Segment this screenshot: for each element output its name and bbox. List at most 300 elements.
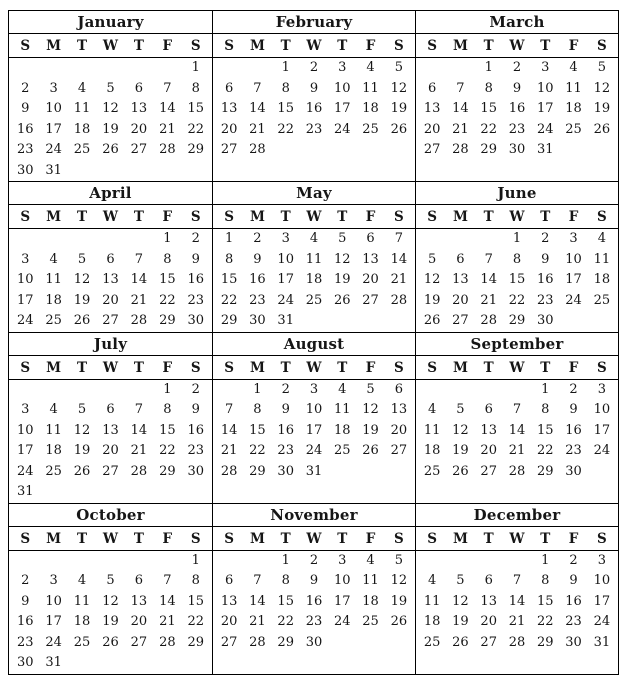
date-cell: 20 (130, 614, 148, 629)
date-cell: 25 (334, 443, 351, 458)
weekday-header-row (416, 34, 618, 58)
date-cell: 16 (305, 101, 323, 116)
date-cell (39, 482, 67, 503)
date-cell: 11 (334, 402, 351, 417)
date-cell (68, 58, 96, 79)
date-cell (125, 229, 153, 250)
date-cell (125, 653, 153, 674)
date-cell: 8 (225, 251, 234, 267)
date-cell: 19 (423, 292, 441, 308)
week-row (416, 400, 618, 421)
date-cell: 1 (191, 552, 200, 568)
date-cell (300, 482, 328, 503)
date-cell (418, 229, 446, 250)
date-cell: 11 (423, 593, 441, 609)
week-row (416, 653, 618, 674)
weekday-header: M (46, 359, 62, 376)
date-cell: 27 (130, 634, 148, 650)
week-row (213, 571, 415, 592)
weekday-header: W (509, 209, 525, 225)
date-cell: 9 (569, 402, 578, 417)
date-cell: 30 (249, 313, 266, 328)
date-cell: 30 (537, 313, 554, 328)
date-cell: 3 (338, 552, 347, 568)
date-cell: 22 (537, 614, 554, 629)
date-cell: 26 (593, 121, 611, 137)
week-row (213, 462, 415, 483)
date-cell (96, 229, 124, 250)
date-cell: 1 (225, 231, 234, 246)
date-cell: 17 (537, 101, 554, 116)
weekday-header: S (190, 38, 201, 54)
date-cell: 21 (249, 121, 266, 137)
weekday-header: T (280, 38, 291, 54)
week-row (9, 571, 212, 592)
date-cell: 23 (508, 121, 526, 137)
weekday-header: T (540, 38, 551, 54)
quarter-row-4 (9, 503, 618, 674)
date-cell: 30 (277, 463, 294, 479)
date-cell: 15 (277, 593, 294, 609)
date-cell (418, 380, 446, 401)
week-row (9, 270, 212, 291)
date-cell: 4 (366, 552, 375, 568)
weekday-header: S (596, 530, 607, 547)
date-cell (153, 482, 181, 503)
date-cell (475, 229, 503, 250)
week-row (213, 120, 415, 141)
week-row (416, 250, 618, 271)
date-cell: 13 (102, 422, 119, 438)
date-cell: 2 (21, 573, 30, 588)
month-title: December (416, 504, 618, 527)
date-cell: 29 (187, 142, 205, 157)
month-title: June (416, 182, 618, 205)
date-cell: 8 (484, 80, 493, 96)
date-cell (182, 653, 210, 674)
date-cell: 15 (508, 272, 526, 287)
date-cell: 17 (16, 292, 34, 308)
month-title: April (9, 182, 212, 205)
week-row (9, 482, 212, 503)
date-cell: 1 (484, 60, 493, 75)
date-cell (328, 140, 356, 161)
date-cell: 29 (537, 634, 554, 650)
date-cell (68, 229, 96, 250)
date-cell: 28 (452, 142, 469, 157)
date-cell: 24 (565, 292, 582, 308)
date-cell: 29 (277, 634, 294, 650)
date-cell: 18 (362, 593, 379, 609)
date-cell: 13 (480, 422, 497, 438)
weekday-header-row (213, 34, 415, 58)
date-cell: 29 (220, 313, 238, 328)
date-cell: 18 (45, 292, 62, 308)
date-cell: 25 (362, 121, 379, 137)
date-cell: 4 (569, 60, 578, 75)
weekday-header: S (224, 359, 235, 376)
week-row (416, 58, 618, 79)
date-cell (446, 58, 474, 79)
date-cell: 5 (77, 251, 87, 267)
date-cell: 19 (73, 443, 91, 458)
date-cell: 5 (338, 231, 347, 246)
date-cell: 8 (191, 80, 200, 96)
date-cell: 8 (541, 402, 550, 417)
week-row (416, 140, 618, 161)
date-cell: 14 (130, 422, 148, 438)
date-cell (503, 653, 531, 674)
weekday-header: S (20, 530, 31, 547)
date-cell: 27 (480, 634, 497, 650)
date-cell (243, 58, 271, 79)
date-cell: 13 (390, 402, 408, 417)
date-cell: 10 (593, 402, 611, 417)
date-cell: 21 (452, 121, 469, 137)
weekday-header: S (190, 359, 201, 376)
month-september (415, 333, 618, 503)
date-cell (328, 653, 356, 674)
date-cell (96, 551, 124, 572)
date-cell: 6 (134, 80, 144, 96)
date-cell: 7 (163, 573, 172, 588)
month-title: March (416, 11, 618, 34)
date-cell: 12 (423, 272, 441, 287)
date-cell: 23 (187, 292, 205, 308)
date-cell: 9 (253, 251, 262, 267)
date-cell: 12 (102, 101, 119, 116)
date-cell: 21 (249, 614, 266, 629)
date-cell: 14 (452, 101, 469, 116)
weekday-header: S (393, 359, 404, 376)
weekday-header: F (568, 209, 579, 225)
date-cell: 23 (305, 121, 323, 137)
date-cell: 18 (305, 272, 323, 287)
date-cell: 31 (305, 463, 323, 479)
weekday-header-row (9, 356, 212, 380)
date-cell: 20 (452, 292, 469, 308)
date-cell (559, 653, 587, 674)
week-row (213, 551, 415, 572)
date-cell (446, 482, 474, 503)
date-cell: 24 (537, 121, 554, 137)
date-cell: 13 (362, 251, 379, 267)
date-cell: 12 (334, 251, 351, 267)
date-cell: 5 (428, 251, 437, 267)
date-cell: 12 (452, 422, 469, 438)
date-cell: 3 (281, 231, 290, 246)
weekday-header: F (162, 359, 173, 376)
date-cell: 3 (541, 60, 550, 75)
date-cell (328, 633, 356, 654)
date-cell: 11 (73, 593, 91, 609)
date-cell: 8 (281, 573, 290, 588)
date-cell (418, 551, 446, 572)
date-cell: 7 (512, 573, 522, 588)
date-cell (272, 482, 300, 503)
date-cell: 1 (541, 552, 550, 568)
month-december (415, 504, 618, 674)
date-cell: 22 (277, 614, 294, 629)
weekday-header: T (540, 209, 551, 225)
weekday-header: T (133, 209, 144, 225)
date-cell: 6 (394, 381, 403, 397)
date-cell: 13 (130, 101, 148, 116)
date-cell (243, 653, 271, 674)
date-cell: 29 (187, 634, 205, 650)
date-cell: 21 (508, 614, 526, 629)
date-cell: 2 (309, 552, 319, 568)
date-cell: 21 (390, 272, 408, 287)
date-cell: 12 (593, 80, 611, 96)
weekday-header: S (393, 38, 404, 54)
date-cell (503, 551, 531, 572)
date-cell: 10 (565, 251, 582, 267)
week-row (213, 380, 415, 401)
date-cell: 5 (366, 381, 375, 397)
date-cell: 12 (73, 422, 91, 438)
date-cell (446, 653, 474, 674)
weekday-header: S (393, 209, 404, 225)
date-cell: 28 (508, 463, 526, 479)
date-cell: 9 (569, 573, 578, 588)
weekday-header: S (224, 530, 235, 547)
week-row (213, 421, 415, 442)
date-cell: 4 (77, 80, 87, 96)
month-title: September (416, 333, 618, 356)
date-cell: 3 (49, 80, 58, 96)
date-cell: 7 (134, 402, 144, 417)
weekday-header: T (337, 209, 348, 225)
week-row (9, 633, 212, 654)
date-cell: 1 (281, 552, 290, 568)
date-cell: 7 (253, 80, 262, 96)
date-cell: 18 (73, 614, 91, 629)
date-cell: 27 (452, 313, 469, 328)
date-cell (418, 58, 446, 79)
date-cell: 3 (597, 552, 606, 568)
date-cell (125, 161, 153, 182)
weekday-header: M (249, 38, 265, 54)
weekday-header: T (133, 38, 144, 54)
date-cell: 7 (253, 573, 262, 588)
date-cell: 11 (362, 80, 379, 96)
date-cell (475, 653, 503, 674)
date-cell: 20 (423, 121, 441, 137)
date-cell: 27 (102, 313, 119, 328)
weekday-header: M (249, 209, 265, 225)
week-row (9, 311, 212, 332)
date-cell: 17 (593, 593, 611, 609)
date-cell (96, 58, 124, 79)
date-cell: 24 (45, 142, 62, 157)
date-cell: 5 (456, 402, 465, 417)
date-cell: 18 (565, 101, 582, 116)
weekday-header: W (509, 38, 525, 54)
date-cell: 26 (452, 634, 469, 650)
date-cell: 15 (537, 422, 554, 438)
date-cell: 15 (220, 272, 238, 287)
date-cell: 25 (565, 121, 582, 137)
date-cell: 16 (277, 422, 294, 438)
date-cell: 7 (394, 231, 403, 246)
date-cell: 28 (390, 292, 408, 308)
date-cell: 29 (508, 313, 526, 328)
quarter-row-2 (9, 181, 618, 332)
week-row (213, 441, 415, 462)
date-cell (385, 311, 413, 332)
quarter-row-3 (9, 332, 618, 503)
date-cell: 18 (73, 121, 91, 137)
week-row (9, 380, 212, 401)
week-row (213, 161, 415, 182)
week-row (416, 551, 618, 572)
week-row (213, 653, 415, 674)
week-row (9, 120, 212, 141)
week-row (9, 400, 212, 421)
date-cell (588, 462, 616, 483)
date-cell: 27 (220, 142, 238, 157)
week-row (416, 79, 618, 100)
week-row (9, 551, 212, 572)
date-cell: 21 (159, 614, 176, 629)
date-cell: 10 (334, 573, 351, 588)
date-cell: 16 (187, 422, 205, 438)
date-cell: 1 (163, 381, 172, 397)
date-cell: 19 (102, 614, 119, 629)
date-cell: 6 (225, 80, 234, 96)
week-row (9, 612, 212, 633)
date-cell: 21 (159, 121, 176, 137)
date-cell: 22 (249, 443, 266, 458)
date-cell: 31 (537, 142, 554, 157)
date-cell: 18 (334, 422, 351, 438)
date-cell (39, 380, 67, 401)
date-cell: 19 (334, 272, 351, 287)
date-cell: 27 (362, 292, 379, 308)
date-cell: 19 (390, 101, 408, 116)
date-cell: 24 (16, 463, 34, 479)
date-cell (475, 551, 503, 572)
date-cell: 14 (390, 251, 408, 267)
date-cell: 16 (565, 593, 582, 609)
date-cell: 12 (102, 593, 119, 609)
date-cell (125, 58, 153, 79)
date-cell: 30 (565, 463, 582, 479)
date-cell: 20 (130, 121, 148, 137)
weekday-header-row (213, 356, 415, 380)
date-cell: 29 (159, 463, 176, 479)
date-cell (300, 140, 328, 161)
date-cell (385, 482, 413, 503)
date-cell (215, 551, 243, 572)
weekday-header: F (568, 359, 579, 376)
date-cell: 28 (480, 313, 497, 328)
date-cell: 25 (45, 463, 62, 479)
date-cell: 19 (73, 292, 91, 308)
date-cell (272, 140, 300, 161)
date-cell: 25 (423, 634, 441, 650)
date-cell (68, 551, 96, 572)
date-cell: 25 (305, 292, 323, 308)
date-cell: 4 (49, 402, 58, 417)
date-cell: 1 (163, 231, 172, 246)
date-cell (503, 482, 531, 503)
weekday-header: S (427, 530, 438, 547)
date-cell: 28 (159, 142, 176, 157)
date-cell (446, 229, 474, 250)
date-cell: 17 (45, 614, 62, 629)
month-title: February (213, 11, 415, 34)
date-cell (418, 653, 446, 674)
date-cell (385, 462, 413, 483)
weekday-header: M (452, 530, 468, 547)
weekday-header: F (162, 209, 173, 225)
date-cell (243, 161, 271, 182)
week-row (9, 653, 212, 674)
weekday-header: M (249, 530, 265, 547)
date-cell: 10 (305, 402, 323, 417)
date-cell: 15 (537, 593, 554, 609)
date-cell (68, 380, 96, 401)
date-cell (125, 380, 153, 401)
date-cell: 10 (45, 101, 62, 116)
date-cell (11, 58, 39, 79)
date-cell: 28 (159, 634, 176, 650)
date-cell: 8 (512, 251, 522, 267)
date-cell: 23 (16, 142, 34, 157)
date-cell: 28 (249, 634, 266, 650)
date-cell (243, 482, 271, 503)
weekday-header: T (483, 530, 494, 547)
weekday-header: T (77, 530, 88, 547)
date-cell: 23 (565, 614, 582, 629)
date-cell: 15 (187, 101, 205, 116)
date-cell: 16 (565, 422, 582, 438)
date-cell: 20 (102, 292, 119, 308)
date-cell: 30 (187, 463, 205, 479)
date-cell (328, 482, 356, 503)
date-cell (96, 380, 124, 401)
date-cell: 18 (423, 614, 441, 629)
date-cell: 4 (49, 251, 58, 267)
date-cell: 5 (106, 80, 115, 96)
date-cell: 12 (390, 573, 408, 588)
date-cell: 21 (480, 292, 497, 308)
weekday-header: W (102, 530, 119, 547)
date-cell: 26 (452, 463, 469, 479)
date-cell (39, 551, 67, 572)
date-cell: 3 (21, 251, 30, 267)
month-april (9, 182, 212, 332)
date-cell (385, 633, 413, 654)
date-cell: 23 (305, 614, 323, 629)
month-title: August (213, 333, 415, 356)
date-cell: 27 (130, 142, 148, 157)
date-cell (328, 462, 356, 483)
date-cell: 11 (362, 573, 379, 588)
date-cell (215, 380, 243, 401)
date-cell: 17 (334, 593, 351, 609)
date-cell (68, 653, 96, 674)
weekday-header: T (540, 530, 551, 547)
date-cell: 22 (159, 443, 176, 458)
weekday-header: T (133, 530, 144, 547)
date-cell (300, 161, 328, 182)
weekday-header: F (568, 530, 579, 547)
date-cell: 17 (565, 272, 582, 287)
weekday-header: T (77, 209, 88, 225)
